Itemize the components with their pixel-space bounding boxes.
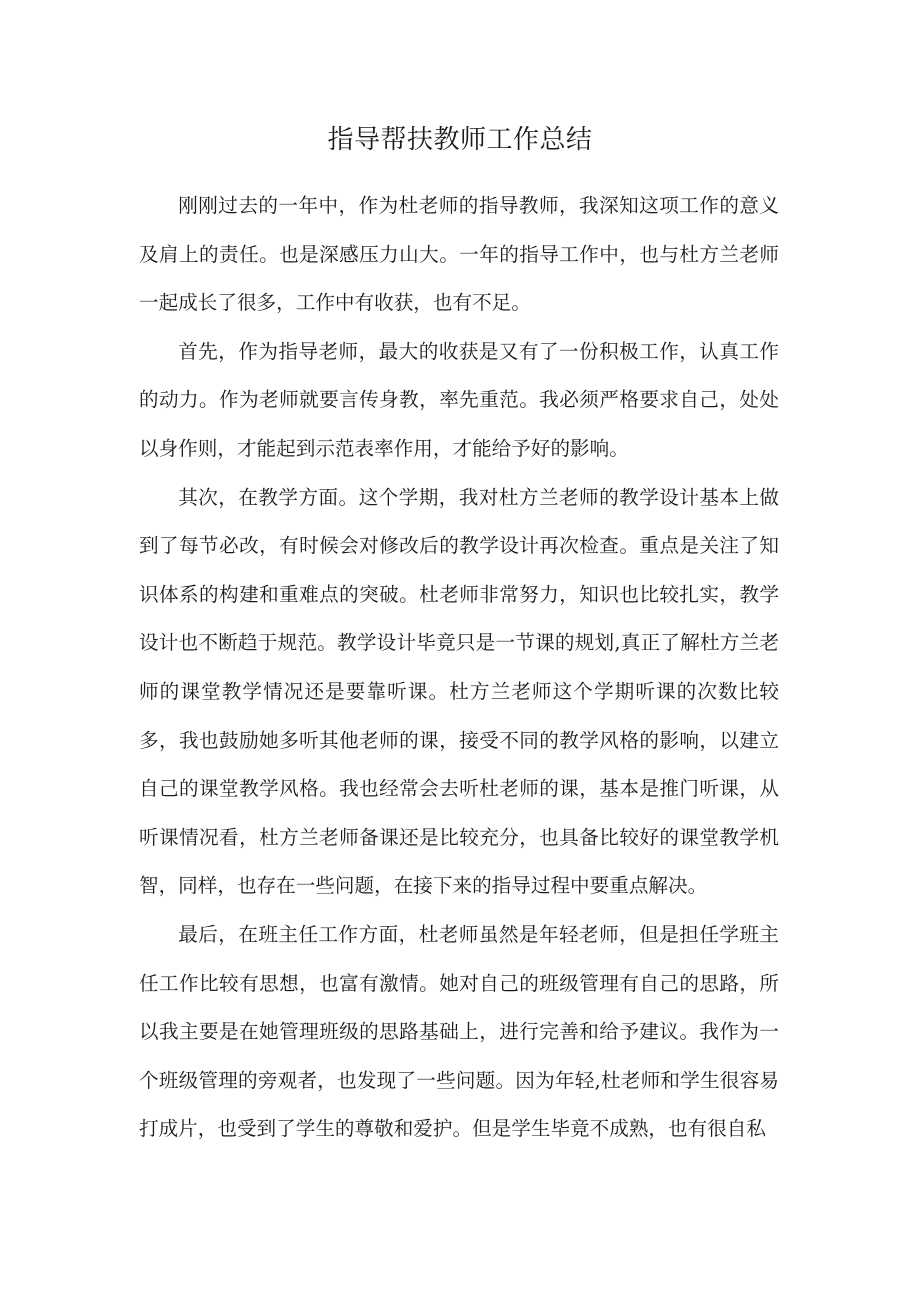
paragraph-first: 首先，作为指导老师，最大的收获是又有了一份积极工作，认真工作的动力。作为老师就要言传身教，率先重范。我必须严格要求自己，处处以身作则，才能起到示范表率作用，才能给予好的影响。	[139, 339, 779, 460]
document-body	[139, 182, 779, 1154]
paragraph-intro: 刚刚过去的一年中，作为杜老师的指导教师，我深知这项工作的意义及肩上的责任。也是深感压力山大。一年的指导工作中，也与杜方兰老师一起成长了很多，工作中有收获，也有不足。	[139, 194, 779, 315]
document-title: 指导帮扶教师工作总结	[327, 125, 593, 155]
paragraph-class-management: 最后，在班主任工作方面，杜老师虽然是年轻老师，但是担任学班主任工作比较有思想，也富有激情。她对自己的班级管理有自己的思路，所以我主要是在她管理班级的思路基础上，进行完善和给予建议。我作为一个班级管理的旁观者，也发现了一些问题。因为年轻,杜老师和学生很容易打成片，也受到了学生的尊敬和爱护。但是学生毕竟不成熟，也有很自私	[139, 922, 779, 1141]
paragraph-teaching: 其次，在教学方面。这个学期，我对杜方兰老师的教学设计基本上做到了每节必改，有时候会对修改后的教学设计再次检查。重点是关注了知识体系的构建和重难点的突破。杜老师非常努力，知识也比较扎实，教学设计也不断趋于规范。教学设计毕竟只是一节课的规划,真正了解杜方兰老师的课堂教学情况还是要靠听课。杜方兰老师这个学期听课的次数比较多，我也鼓励她多听其他老师的课，接受不同的教学风格的影响，以建立自己的课堂教学风格。我也经常会去听杜老师的课，基本是推门听课，从听课情况看，杜方兰老师备课还是比较充分，也具备比较好的课堂教学机智，同样，也存在一些问题，在接下来的指导过程中要重点解决。	[139, 485, 779, 898]
